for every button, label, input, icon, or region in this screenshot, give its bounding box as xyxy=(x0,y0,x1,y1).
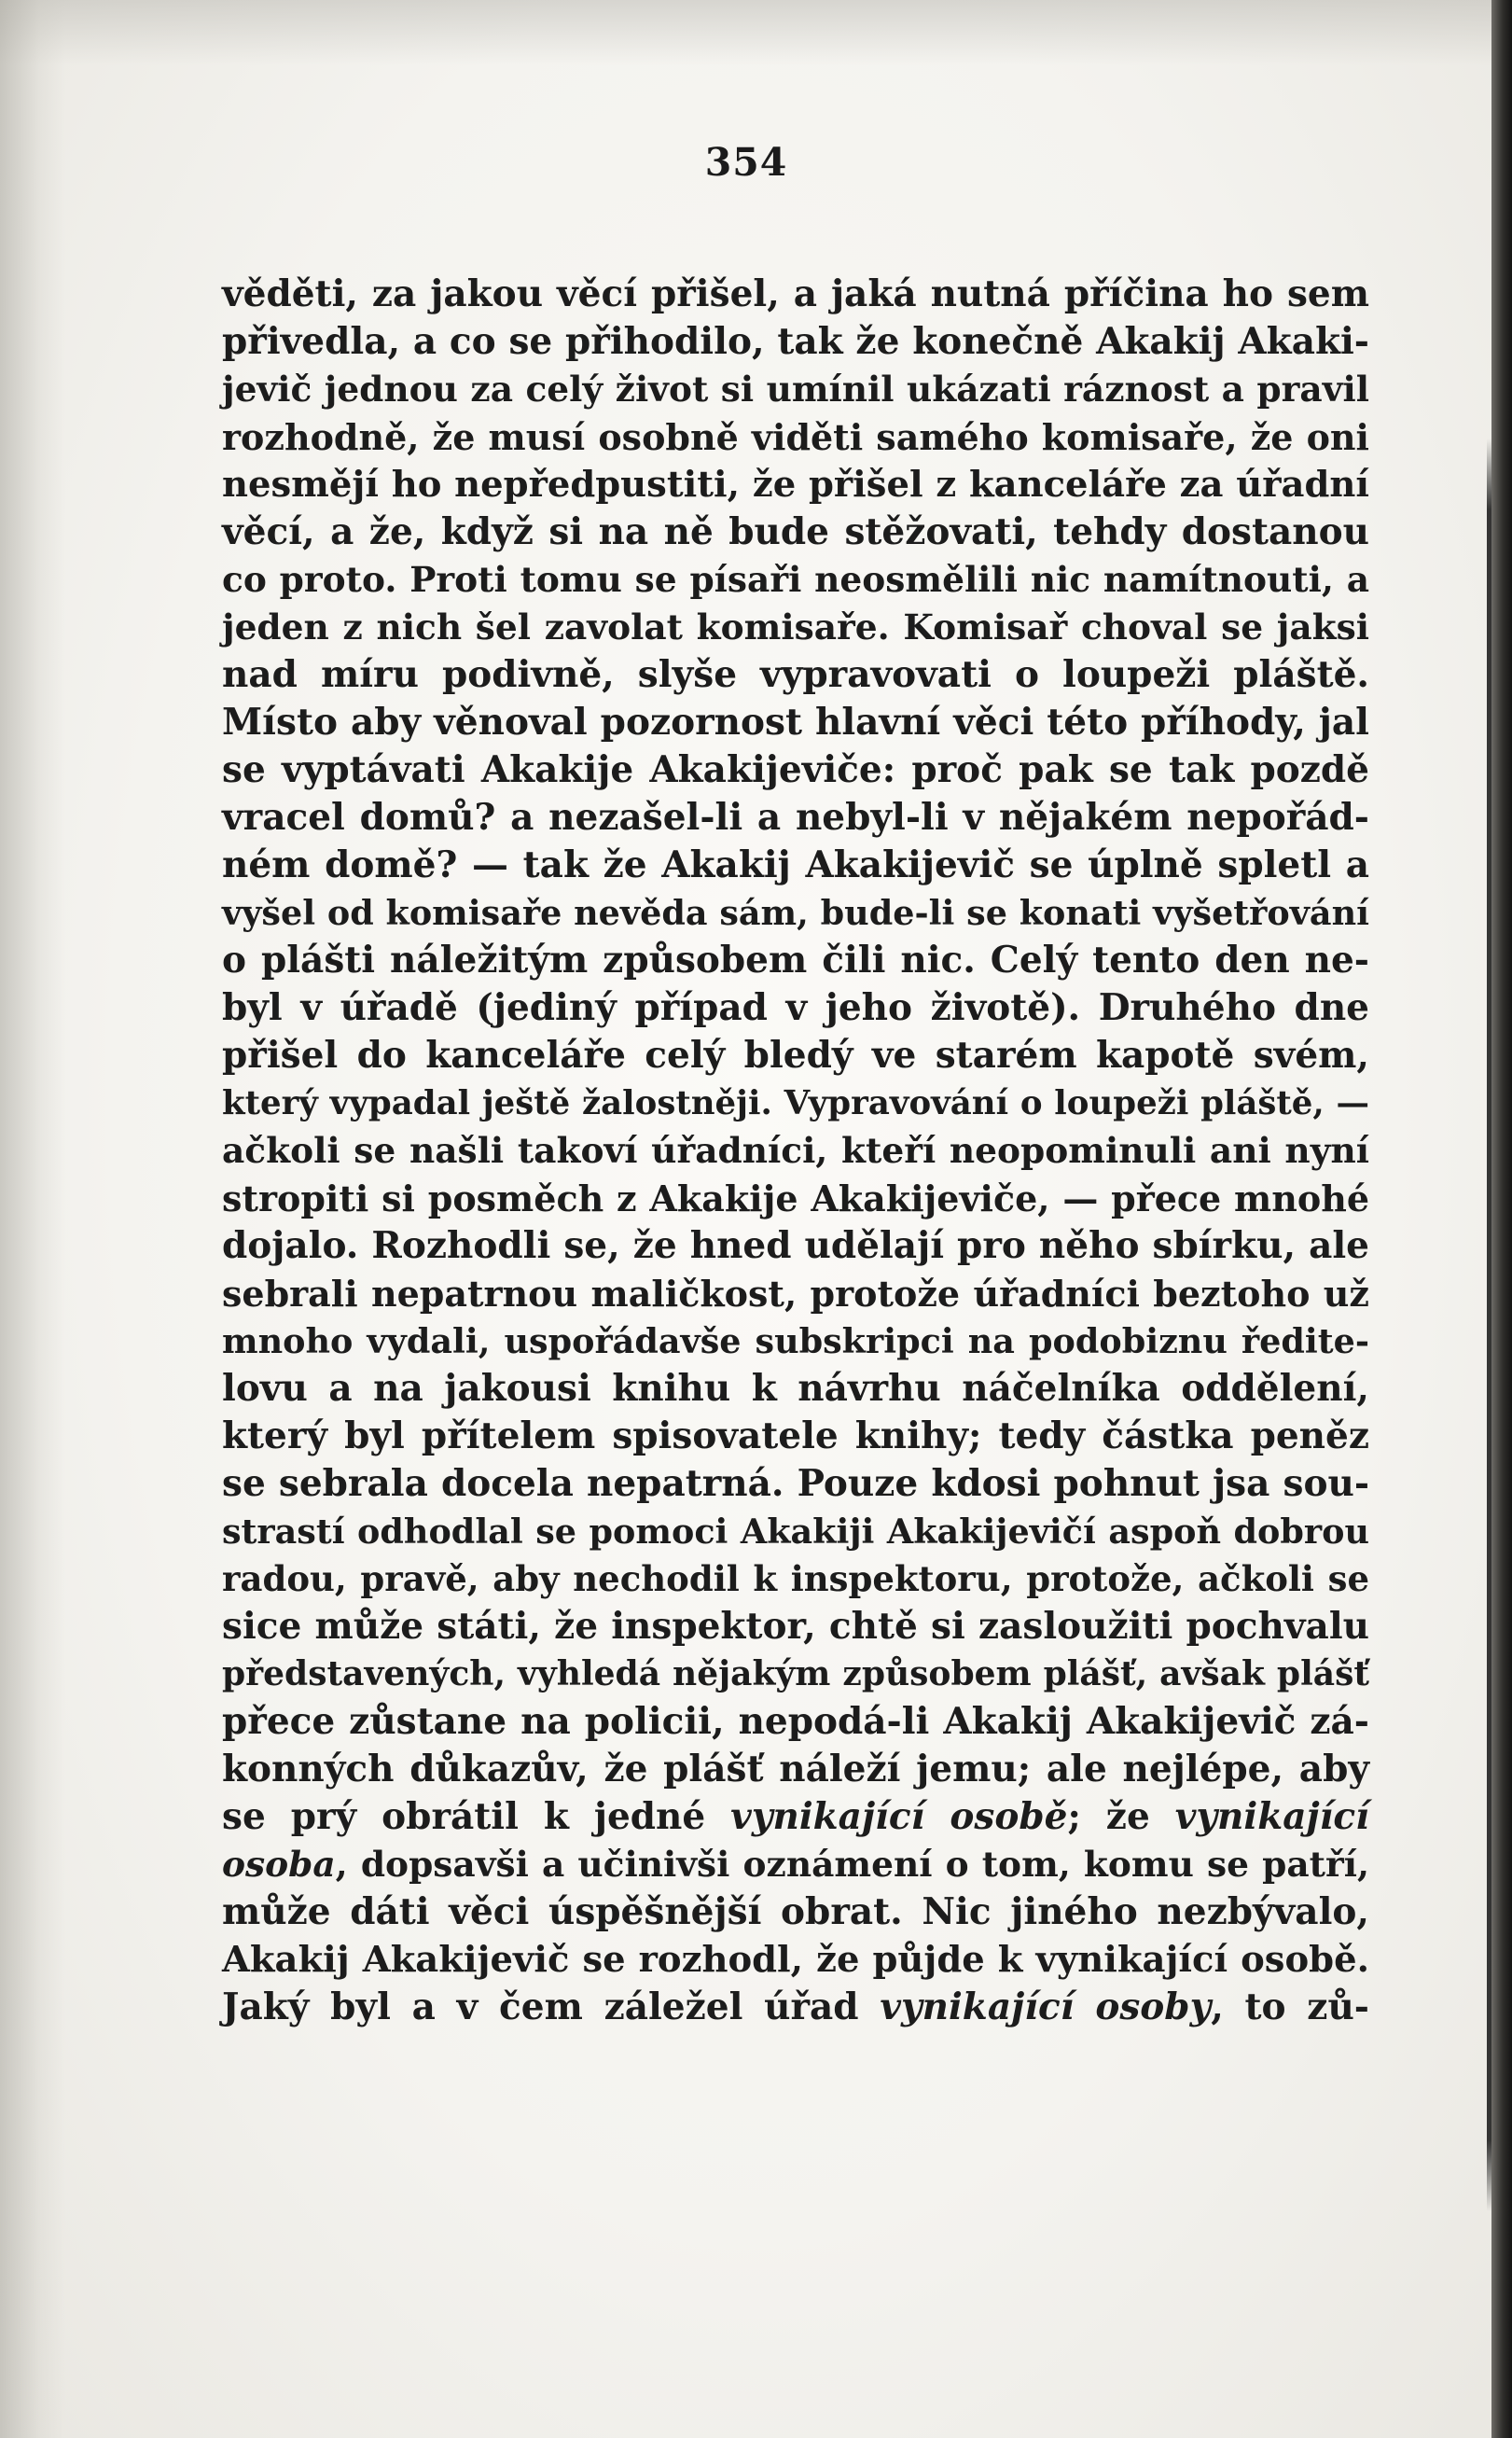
page-number: 354 xyxy=(704,140,788,185)
text-line: ném domě? — tak že Akakij Akakijevič se úplně spletl a xyxy=(222,843,1369,886)
text-line: se prý obrátil k jedné vynikající osobě; že vynikající xyxy=(222,1795,1369,1838)
text-line: vyšel od komisaře nevěda sám, bude-li se konati vyšetřování xyxy=(222,893,1369,933)
text-line: Jaký byl a v čem záležel úřad vynikající osoby, to zů- xyxy=(222,1985,1369,2028)
text-line: byl v úřadě (jediný případ v jeho životě). Druhého dne xyxy=(222,986,1369,1029)
text-line: který vypadal ještě žalostněji. Vypravování o loupeži pláště, — xyxy=(222,1084,1369,1122)
text-line: Akakij Akakijevič se rozhodl, že půjde k vynikající osobě. xyxy=(222,1939,1369,1981)
text-line: konných důkazův, že plášť náleží jemu; ale nejlépe, aby xyxy=(222,1748,1369,1790)
text-line: sebrali nepatrnou maličkost, protože úřadníci beztoho už xyxy=(222,1273,1369,1315)
text-line: věděti, za jakou věcí přišel, a jaká nutná příčina ho sem xyxy=(222,272,1369,315)
text-line: věcí, a že, když si na ně bude stěžovati, tehdy dostanou xyxy=(222,510,1369,553)
page-top-shadow xyxy=(0,0,1512,65)
text-line: o plášti náležitým způsobem čili nic. Celý tento den ne- xyxy=(222,939,1369,982)
text-line: Místo aby věnoval pozornost hlavní věci této příhody, jal xyxy=(222,701,1369,744)
text-line: sice může státi, že inspektor, chtě si zasloužiti pochvalu xyxy=(222,1605,1369,1648)
text-line: lovu a na jakousi knihu k návrhu náčelníka oddělení, xyxy=(222,1367,1369,1410)
italic-phrase: osoba xyxy=(222,1844,336,1885)
text-line: nad míru podivně, slyše vypravovati o loupeži pláště. xyxy=(222,653,1369,696)
page-left-shadow xyxy=(0,0,65,2438)
page-right-edge xyxy=(1491,0,1512,2438)
italic-phrase: vynikající osoby xyxy=(880,1985,1212,2028)
text-line: jevič jednou za celý život si umínil ukázati ráznost a pravil xyxy=(222,369,1369,410)
text-line: jeden z nich šel zavolat komisaře. Komisař choval se jaksi xyxy=(222,606,1369,648)
text-line: přišel do kanceláře celý bledý ve starém kapotě svém, xyxy=(222,1034,1369,1077)
text-line: stropiti si posměch z Akakije Akakijeviče, — přece mnohé xyxy=(222,1177,1369,1219)
text-line: se vyptávati Akakije Akakijeviče: proč pak se tak pozdě xyxy=(222,748,1369,791)
text-line: může dáti věci úspěšnější obrat. Nic jiného nezbývalo, xyxy=(222,1890,1369,1933)
text-line: se sebrala docela nepatrná. Pouze kdosi pohnut jsa sou- xyxy=(222,1462,1369,1505)
italic-phrase: vynikající xyxy=(1174,1795,1369,1838)
text-line: osoba, dopsavši a učinivši oznámení o tom, komu se patří, xyxy=(222,1844,1369,1885)
text-line: co proto. Proti tomu se písaři neosmělili nic namítnouti, a xyxy=(222,559,1369,600)
text-line: přivedla, a co se přihodilo, tak že konečně Akakij Akaki- xyxy=(222,320,1369,363)
text-line: přece zůstane na policii, nepodá-li Akakij Akakijevič zá- xyxy=(222,1700,1369,1743)
text-line: který byl přítelem spisovatele knihy; tedy částka peněz xyxy=(222,1414,1369,1457)
text-line: dojalo. Rozhodli se, že hned udělají pro něho sbírku, ale xyxy=(222,1224,1369,1267)
text-line: mnoho vydali, uspořádavše subskripci na podobiznu ředite- xyxy=(222,1321,1369,1361)
text-line: vracel domů? a nezašel-li a nebyl-li v nějakém nepořád- xyxy=(222,796,1369,839)
text-line: radou, pravě, aby nechodil k inspektoru, protože, ačkoli se xyxy=(222,1558,1369,1599)
body-text xyxy=(222,271,1369,2031)
text-line: nesmějí ho nepředpustiti, že přišel z kanceláře za úřadní xyxy=(222,464,1369,506)
text-line: strastí odhodlal se pomoci Akakiji Akakijevičí aspoň dobrou xyxy=(222,1512,1369,1552)
text-line: rozhodně, že musí osobně viděti samého komisaře, že oni xyxy=(222,416,1369,458)
text-line: představených, vyhledá nějakým způsobem plášť, avšak plášť xyxy=(222,1654,1369,1693)
text-line: ačkoli se našli takoví úřadníci, kteří neopominuli ani nyní xyxy=(222,1130,1369,1171)
italic-phrase: vynikající osobě xyxy=(730,1795,1068,1838)
